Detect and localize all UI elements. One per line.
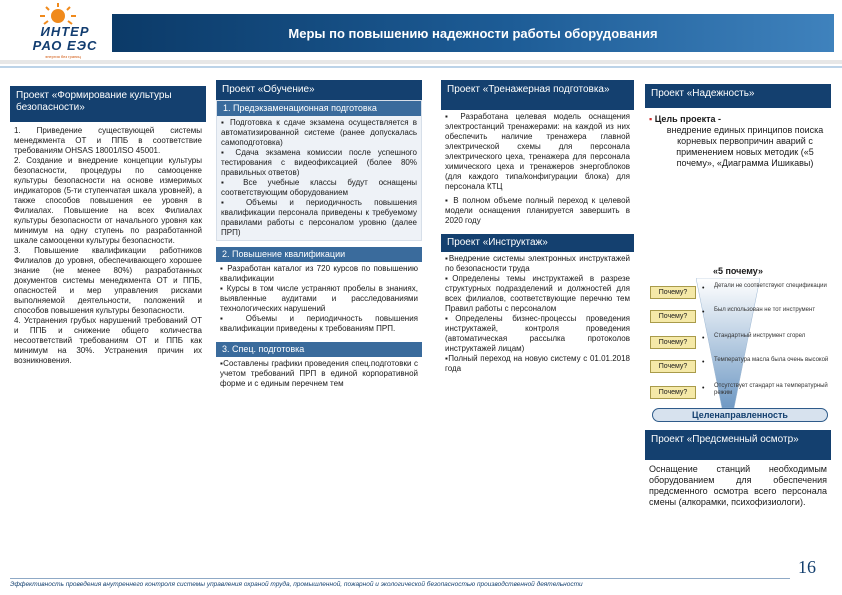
briefing-item: ▪Определены бизнес-процессы проведения инструктажей, контроля проведения (автоматическая рассылка протоколов инструктажей лицам) (445, 314, 630, 353)
training-column (216, 80, 422, 560)
simulator-item: ▪ В полном объеме полный переход к целевой модели оснащения планируется завершить в 2020 году (445, 196, 630, 225)
briefing-item: ▪Полный переход на новую систему с 01.01.2018 года (445, 354, 630, 373)
qualification-title: 2. Повышение квалификации (216, 247, 422, 262)
page-title: Меры по повышению надежности работы оборудования (288, 25, 658, 41)
logo-slogan: энергия без границ (45, 54, 81, 59)
training-title: Проект «Обучение» (216, 80, 422, 100)
goal-text: внедрение единых принципов поиска корневых первопричин аварий с применением новых методик («5 почему», «Диаграмма Ишикавы) (666, 125, 824, 168)
pre-exam-body (217, 116, 421, 240)
pre-exam-block (216, 100, 422, 241)
why-button[interactable]: Почему? (650, 360, 696, 373)
footer-caption: Эффективность проведения внутреннего контроля системы управления охраной труда, промышленной, пожарной и экологической безопасностью производственной деятельности (10, 581, 583, 588)
safety-culture-column (10, 80, 206, 560)
target-pill: Целенаправленность (652, 408, 828, 422)
logo-text-bottom: РАО ЕЭС (32, 38, 98, 53)
simulator-body (441, 110, 634, 228)
top-bar (0, 0, 842, 70)
bullet-icon: • (702, 335, 705, 342)
why-row (650, 356, 834, 376)
safety-culture-paragraph: 4. Устранения грубых нарушений требований ОТ и ППБ и снижение общего количества несоответствий требованиям ОТ и ППБ как минимум на 30%. Устранения причин их возникновения. (14, 316, 202, 365)
briefing-item: ▪Определены темы инструктажей в разрезе структурных подразделений и должностей для всех филиалов, соответствующие перечню тем Правил работы с персоналом (445, 274, 630, 313)
page-number: 16 (798, 557, 816, 577)
special-training-item: ▪Составлены графики проведения спец.подготовки с учетом требований ПРП в единой корпоративной форме и с единым перечнем тем (220, 359, 418, 388)
special-training-body (216, 357, 422, 391)
why-row (650, 306, 834, 326)
safety-culture-paragraph: 2. Создание и внедрение концепции культуры безопасности, процедуры по самооценке культуры безопасности на основе измеримых индикаторов (5-ти ступенчатая шкала уровней), а также способов повышения ее уровня в Филиалах. Повышение на всех Филиалах культуры безопасности от начального уровня как минимум на одну ступень по разработанной шкале самооценки культуры безопасности. (14, 156, 202, 245)
why-row (650, 332, 834, 352)
simulator-item: ▪ Разработана целевая модель оснащения электростанций тренажерами: на каждой из них обеспечить наличие тренажера главной электрической схемы для персонала электрического цеха, тренажера для персонала химического цеха и тренажеров энергоблоков (для каждого типа/конфигурации блока) для персонала КТЦ (445, 112, 630, 191)
footer-divider (10, 578, 790, 579)
why-button[interactable]: Почему? (650, 336, 696, 349)
briefing-item: ▪Внедрение системы электронных инструктажей по безопасности труда (445, 254, 630, 273)
goal-label: Цель проекта - (654, 114, 722, 124)
pre-exam-item: ▪ Все учебные классы будут оснащены соответствующим оборудованием (221, 178, 417, 197)
pre-exam-item: ▪ Сдача экзамена комиссии после успешного тестирования с видеофиксацией (более 80% правильных ответов) (221, 148, 417, 177)
reliability-goal (645, 108, 831, 169)
safety-culture-title: Проект «Формирование культуры безопасности» (10, 86, 206, 122)
bullet-icon: • (702, 309, 705, 316)
briefing-body (441, 252, 634, 376)
why-answer: Был использован не тот инструмент (714, 307, 816, 313)
simulator-title: Проект «Тренажерная подготовка» (441, 80, 634, 110)
pre-shift-title: Проект «Предсменный осмотр» (645, 430, 831, 460)
why-row (650, 382, 834, 402)
pre-exam-title: 1. Предэкзаменационная подготовка (217, 101, 421, 116)
qualification-item: ▪ Объемы и периодичность повышения квалификации приведены к требованиям ПРП. (220, 314, 418, 333)
company-logo (8, 2, 108, 62)
briefing-title: Проект «Инструктаж» (441, 234, 634, 252)
header-divider (0, 60, 842, 64)
reliability-title: Проект «Надежность» (645, 84, 831, 108)
why-answer: Стандартный инструмент сгорел (714, 333, 806, 339)
five-whys-title: «5 почему» (712, 266, 764, 276)
why-button[interactable]: Почему? (650, 386, 696, 399)
why-answer: Температура масла была очень высокой (714, 357, 829, 363)
why-answer: Детали не соответствуют спецификации (714, 283, 827, 289)
qualification-body (216, 262, 422, 336)
title-band (112, 14, 834, 52)
pre-exam-item: ▪ Подготовка к сдаче экзамена осуществляется в автоматизированной системе (ранее допускалась самоподготовка) (221, 118, 417, 147)
simulator-column (441, 80, 634, 560)
bullet-icon: • (702, 359, 705, 366)
why-row (650, 282, 834, 302)
pre-exam-item: ▪ Объемы и периодичность повышения квалификации персонала приведены к требуемому правилами работы с персоналом уровню (далее ПРП) (221, 198, 417, 237)
safety-culture-paragraph: 1. Приведение существующей системы менеджмента ОТ и ППБ в соответствие требованиям OHSAS 18001/ISO 45001. (14, 126, 202, 155)
bullet-icon: ▪ (649, 114, 653, 124)
qualification-item: ▪ Курсы в том числе устраняют пробелы в знаниях, выявленные аудитами и расследованиями технологических нарушений (220, 284, 418, 313)
logo-text-top: ИНТЕР (40, 24, 90, 39)
bullet-icon: • (702, 285, 705, 292)
safety-culture-paragraph: 3. Повышение квалификации работников Филиалов до уровня, обеспечивающего хорошее знание (не менее 80%) разработанных документов системы менеджмента ОТ и ППБ, опасностей и мер управления рисками выполняемой деятельности, положений и способов повышения культуры безопасности. (14, 246, 202, 315)
special-training-title: 3. Спец. подготовка (216, 342, 422, 357)
why-button[interactable]: Почему? (650, 286, 696, 299)
why-button[interactable]: Почему? (650, 310, 696, 323)
why-answer: Отсутствует стандарт на температурный режим (714, 383, 828, 396)
safety-culture-body (10, 122, 206, 368)
pre-shift-body: Оснащение станций необходимым оборудованием для обеспечения предсменного осмотра всего персонала смены (алкорамки, психофизиологи). (649, 464, 827, 507)
bullet-icon: • (702, 385, 705, 392)
qualification-item: ▪ Разработан каталог из 720 курсов по повышению квалификации (220, 264, 418, 283)
header-divider-accent (0, 66, 842, 68)
pre-shift-block (645, 430, 831, 510)
